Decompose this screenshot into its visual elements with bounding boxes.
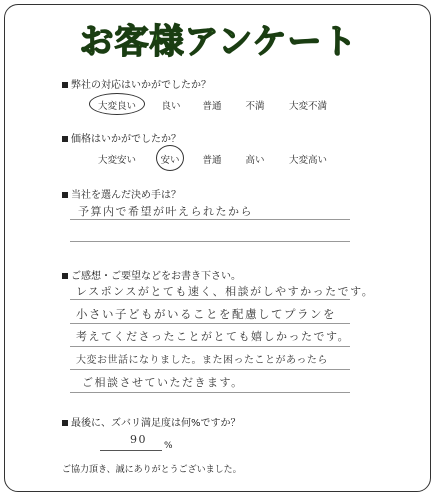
question-4-text: ご感想・ご要望などをお書き下さい。 — [71, 271, 241, 282]
satisfaction-unit: % — [164, 441, 173, 451]
ruled-line — [70, 241, 350, 242]
q4-answer-line-2: 小さい子どもがいることを配慮してプランを — [76, 307, 336, 321]
q4-answer-line-1: レスポンスがとても速く、相談がしやすかったです。 — [76, 285, 375, 298]
question-3-text: 当社を選んだ決め手は？ — [71, 190, 181, 201]
question-5 — [62, 414, 241, 429]
question-2-options — [0, 152, 437, 168]
q2-option-5[interactable]: 大変高い — [288, 155, 328, 166]
q3-answer-line-1: 予算内で希望が叶えられたから — [78, 205, 253, 218]
satisfaction-value: 90 — [130, 433, 147, 446]
question-2-text: 価格はいかがでしたか？ — [71, 134, 181, 145]
q2-option-1[interactable]: 大変安い — [97, 155, 137, 166]
ruled-line — [70, 323, 350, 324]
footer-thanks: ご協力頂き、誠にありがとうございました。 — [62, 465, 242, 475]
question-1-text: 弊社の対応はいかがでしたか？ — [71, 80, 211, 91]
satisfaction-underline — [100, 450, 162, 451]
q1-option-1[interactable]: 大変良い — [97, 101, 137, 112]
q1-option-4[interactable]: 不満 — [245, 101, 265, 112]
q2-option-4[interactable]: 高い — [245, 155, 265, 166]
question-5-text: 最後に、ズバリ満足度は何%ですか？ — [71, 418, 241, 429]
ruled-line — [70, 346, 350, 347]
bullet-square-icon — [62, 192, 68, 198]
question-3 — [62, 186, 181, 201]
ruled-line — [70, 392, 350, 393]
ruled-line — [70, 299, 350, 300]
q2-selection-circle — [156, 145, 184, 171]
question-1-options — [0, 98, 437, 114]
bullet-square-icon — [62, 82, 68, 88]
q1-option-5[interactable]: 大変不満 — [288, 101, 328, 112]
q1-option-2[interactable]: 良い — [161, 101, 181, 112]
q4-answer-line-4: 大変お世話になりました。また困ったことがあったら — [76, 355, 328, 366]
bullet-square-icon — [62, 420, 68, 426]
question-2 — [62, 130, 181, 145]
question-1 — [62, 76, 211, 91]
bullet-square-icon — [62, 136, 68, 142]
ruled-line — [70, 219, 350, 220]
question-4 — [62, 267, 241, 282]
survey-title: お客様アンケート — [79, 22, 358, 62]
bullet-square-icon — [62, 273, 68, 279]
q2-option-2[interactable]: 安い — [160, 155, 180, 166]
q1-selection-circle — [89, 93, 145, 115]
ruled-line — [70, 369, 350, 370]
q4-answer-line-3: 考えてくださったことがとても嬉しかったです。 — [76, 330, 351, 343]
q2-option-3[interactable]: 普通 — [202, 155, 222, 166]
q4-answer-line-5: ご相談させていただきます。 — [82, 376, 244, 389]
q1-option-3[interactable]: 普通 — [202, 101, 222, 112]
